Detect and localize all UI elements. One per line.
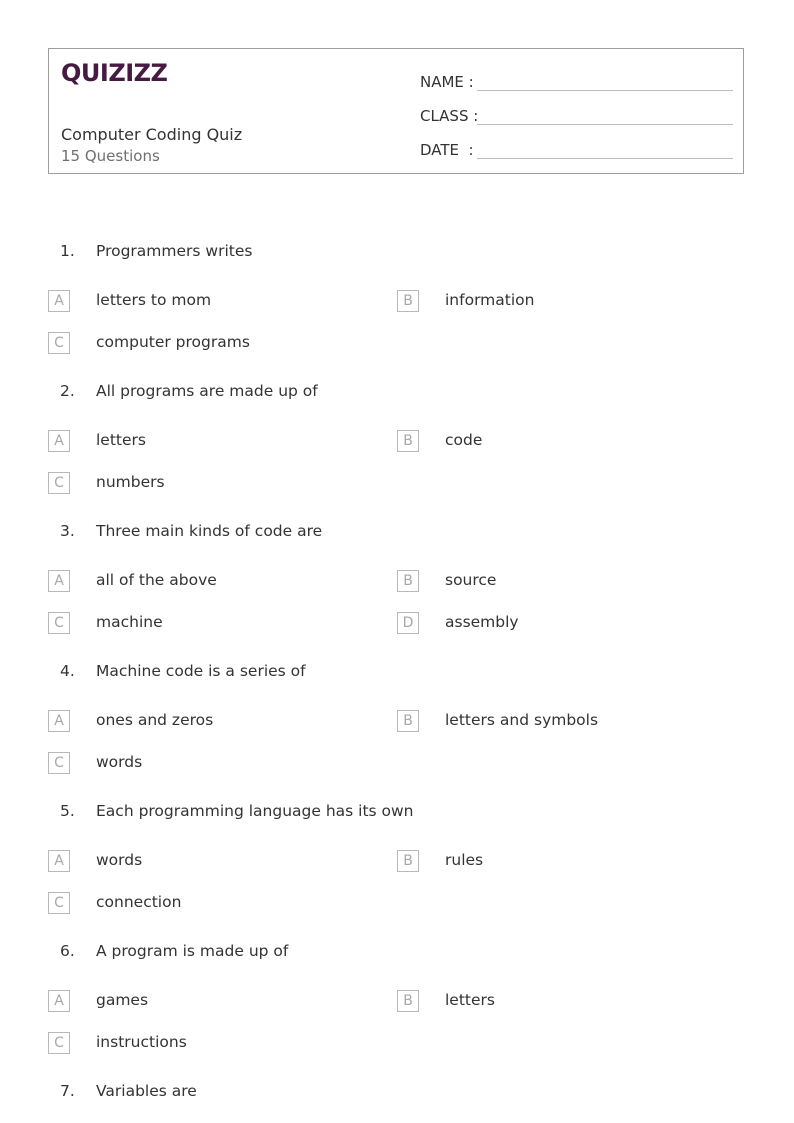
question-5-option-b-box[interactable]: B bbox=[397, 850, 419, 872]
quiz-title: Computer Coding Quiz bbox=[61, 125, 243, 144]
question-4-text: Machine code is a series of bbox=[96, 662, 306, 680]
question-4-option-c-box[interactable]: C bbox=[48, 752, 70, 774]
name-line[interactable] bbox=[477, 66, 733, 91]
question-2-option-c-box[interactable]: C bbox=[48, 472, 70, 494]
question-6-option-c-box[interactable]: C bbox=[48, 1032, 70, 1054]
question-2-option-a-box[interactable]: A bbox=[48, 430, 70, 452]
question-1-option-c-box[interactable]: C bbox=[48, 332, 70, 354]
question-4-number: 4. bbox=[60, 662, 75, 680]
quizizz-logo: QUIZIZZ bbox=[61, 59, 168, 87]
question-6-option-a-text: games bbox=[96, 991, 149, 1009]
question-6-option-b-box[interactable]: B bbox=[397, 990, 419, 1012]
question-4-option-b-text: letters and symbols bbox=[445, 711, 599, 729]
question-6-text: A program is made up of bbox=[96, 942, 289, 960]
question-5-option-b-text: rules bbox=[445, 851, 484, 869]
question-1-option-b-text: information bbox=[445, 291, 535, 309]
question-6-option-a-box[interactable]: A bbox=[48, 990, 70, 1012]
class-label: CLASS : bbox=[420, 107, 479, 125]
question-3-option-d-box[interactable]: D bbox=[397, 612, 419, 634]
question-6-option-c-text: instructions bbox=[96, 1033, 187, 1051]
question-1-option-c-text: computer programs bbox=[96, 333, 250, 351]
question-5-number: 5. bbox=[60, 802, 75, 820]
date-label: DATE : bbox=[420, 141, 474, 159]
question-3-option-a-text: all of the above bbox=[96, 571, 217, 589]
class-field[interactable] bbox=[420, 101, 733, 125]
question-1-number: 1. bbox=[60, 242, 75, 260]
question-2-option-b-text: code bbox=[445, 431, 483, 449]
question-5-option-a-box[interactable]: A bbox=[48, 850, 70, 872]
question-5-option-c-box[interactable]: C bbox=[48, 892, 70, 914]
question-3-option-b-box[interactable]: B bbox=[397, 570, 419, 592]
question-5-option-c-text: connection bbox=[96, 893, 182, 911]
question-3-option-b-text: source bbox=[445, 571, 497, 589]
question-1-text: Programmers writes bbox=[96, 242, 253, 260]
name-field[interactable] bbox=[420, 67, 733, 91]
date-field[interactable] bbox=[420, 135, 733, 159]
question-3-number: 3. bbox=[60, 522, 75, 540]
question-5-text: Each programming language has its own bbox=[96, 802, 414, 820]
question-6-option-b-text: letters bbox=[445, 991, 495, 1009]
question-2-number: 2. bbox=[60, 382, 75, 400]
question-2-option-c-text: numbers bbox=[96, 473, 165, 491]
question-1-option-a-box[interactable]: A bbox=[48, 290, 70, 312]
question-7-text: Variables are bbox=[96, 1082, 197, 1100]
question-3-option-a-box[interactable]: A bbox=[48, 570, 70, 592]
date-line[interactable] bbox=[477, 134, 733, 159]
question-4-option-b-box[interactable]: B bbox=[397, 710, 419, 732]
question-3-text: Three main kinds of code are bbox=[96, 522, 323, 540]
question-7-number: 7. bbox=[60, 1082, 75, 1100]
question-2-option-b-box[interactable]: B bbox=[397, 430, 419, 452]
name-label: NAME : bbox=[420, 73, 474, 91]
question-2-option-a-text: letters bbox=[96, 431, 146, 449]
question-1-option-a-text: letters to mom bbox=[96, 291, 212, 309]
question-1-option-b-box[interactable]: B bbox=[397, 290, 419, 312]
question-3-option-c-box[interactable]: C bbox=[48, 612, 70, 634]
question-5-option-a-text: words bbox=[96, 851, 143, 869]
question-4-option-a-box[interactable]: A bbox=[48, 710, 70, 732]
class-line[interactable] bbox=[477, 100, 733, 125]
question-count: 15 Questions bbox=[61, 147, 160, 165]
question-4-option-c-text: words bbox=[96, 753, 143, 771]
question-2-text: All programs are made up of bbox=[96, 382, 318, 400]
question-3-option-d-text: assembly bbox=[445, 613, 519, 631]
question-6-number: 6. bbox=[60, 942, 75, 960]
question-4-option-a-text: ones and zeros bbox=[96, 711, 214, 729]
worksheet-header bbox=[48, 48, 744, 174]
question-3-option-c-text: machine bbox=[96, 613, 163, 631]
